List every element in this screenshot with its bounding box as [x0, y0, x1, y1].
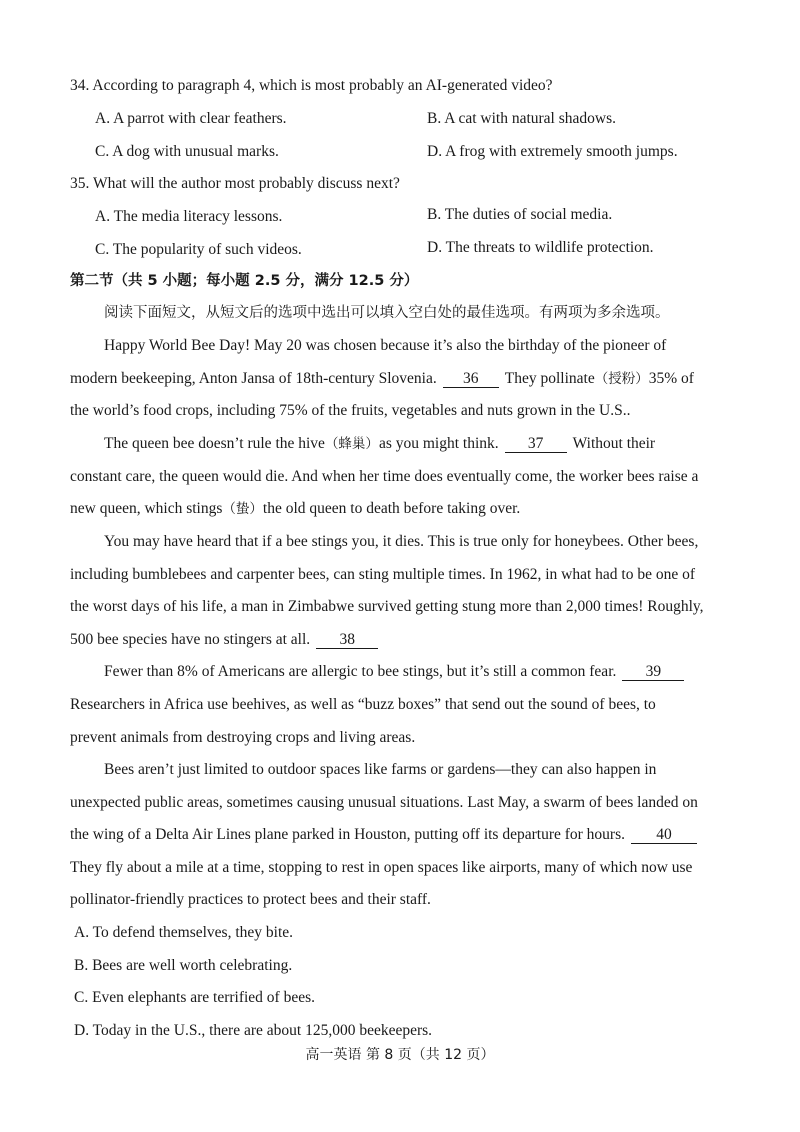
passage-p1-text: They pollinate [504, 370, 595, 387]
passage-p2-line2: constant care, the queen would die. And when her time does eventually come, the worker bees raise a [70, 468, 699, 485]
passage-p3-text: 500 bee species have no stingers at all. [70, 631, 311, 648]
question-34-stem: 34. According to paragraph 4, which is most probably an AI-generated video? [70, 77, 553, 94]
passage-p4-line2: Researchers in Africa use beehives, as well as “buzz boxes” that send out the sound of bees, to [70, 696, 656, 713]
passage-p2-line1 [104, 434, 655, 454]
passage-p2-line3 [70, 499, 520, 519]
passage-p4-line1 [104, 662, 690, 682]
question-35-option-c: C. The popularity of such videos. [95, 241, 302, 258]
passage-p1-text: modern beekeeping, Anton Jansa of 18th-century Slovenia. [70, 370, 437, 387]
passage-p3-line1: You may have heard that if a bee stings you, it dies. This is true only for honeybees. Other bees, [104, 533, 699, 550]
passage-p3-line4 [70, 630, 384, 650]
answer-option-c: C. Even elephants are terrified of bees. [74, 989, 316, 1006]
passage-p5-line4: They fly about a mile at a time, stopping to rest in open spaces like airports, many of which now use [70, 859, 693, 876]
passage-p5-line1: Bees aren’t just limited to outdoor spaces like farms or gardens—they can also happen in [104, 761, 657, 778]
question-34-option-b: B. A cat with natural shadows. [427, 110, 616, 127]
question-35-option-a: A. The media literacy lessons. [95, 208, 283, 225]
passage-p2-text: the old queen to death before taking over. [262, 500, 521, 517]
question-34-option-d: D. A frog with extremely smooth jumps. [427, 143, 678, 160]
answer-option-d: D. Today in the U.S., there are about 125,000 beekeepers. [74, 1022, 433, 1039]
gloss-sting: （蛰） [222, 501, 263, 517]
blank-40: 40 [631, 826, 697, 844]
section-instruction: 阅读下面短文，从短文后的选项中选出可以填入空白处的最佳选项。有两项为多余选项。 [104, 305, 670, 321]
question-35-option-b: B. The duties of social media. [427, 206, 613, 223]
passage-p1-line1: Happy World Bee Day! May 20 was chosen because it’s also the birthday of the pioneer of [104, 337, 667, 354]
blank-36: 36 [443, 370, 499, 388]
blank-39: 39 [622, 663, 684, 681]
passage-p4-text: Fewer than 8% of Americans are allergic to bee stings, but it’s still a common fear. [104, 663, 617, 680]
section-heading: 第二节（共 5 小题；每小题 2.5 分，满分 12.5 分） [70, 273, 419, 289]
passage-p2-text: The queen bee doesn’t rule the hive [104, 435, 325, 452]
answer-option-a: A. To defend themselves, they bite. [74, 924, 294, 941]
passage-p3-line3: the worst days of his life, a man in Zimbabwe survived getting stung more than 2,000 times! Roughly, [70, 598, 704, 615]
question-35-option-d: D. The threats to wildlife protection. [427, 239, 654, 256]
passage-p2-text: new queen, which stings [70, 500, 223, 517]
question-34-option-c: C. A dog with unusual marks. [95, 143, 279, 160]
blank-38: 38 [316, 631, 378, 649]
question-35-stem: 35. What will the author most probably discuss next? [70, 175, 400, 192]
passage-p1-line3: the world’s food crops, including 75% of the fruits, vegetables and nuts grown in the U.S.. [70, 402, 631, 419]
passage-p2-text: Without their [572, 435, 656, 452]
blank-37: 37 [505, 435, 567, 453]
passage-p5-line5: pollinator-friendly practices to protect bees and their staff. [70, 891, 431, 908]
question-34-option-a: A. A parrot with clear feathers. [95, 110, 287, 127]
passage-p1-text: 35% of [648, 370, 694, 387]
page-footer: 高一英语 第 8 页（共 12 页） [305, 1047, 495, 1063]
passage-p3-line2: including bumblebees and carpenter bees, can sting multiple times. In 1962, in what had to be one of [70, 566, 696, 583]
answer-option-b: B. Bees are well worth celebrating. [74, 957, 293, 974]
passage-p5-text: the wing of a Delta Air Lines plane parked in Houston, putting off its departure for hours. [70, 826, 626, 843]
gloss-pollinate: （授粉） [594, 371, 649, 387]
passage-p4-line3: prevent animals from destroying crops and living areas. [70, 729, 416, 746]
passage-p5-line3 [70, 825, 703, 845]
passage-p2-text: as you might think. [378, 435, 499, 452]
passage-p5-line2: unexpected public areas, sometimes causing unusual situations. Last May, a swarm of bees landed on [70, 794, 698, 811]
passage-p1-line2 [70, 369, 694, 389]
gloss-hive: （蜂巢） [324, 436, 379, 452]
